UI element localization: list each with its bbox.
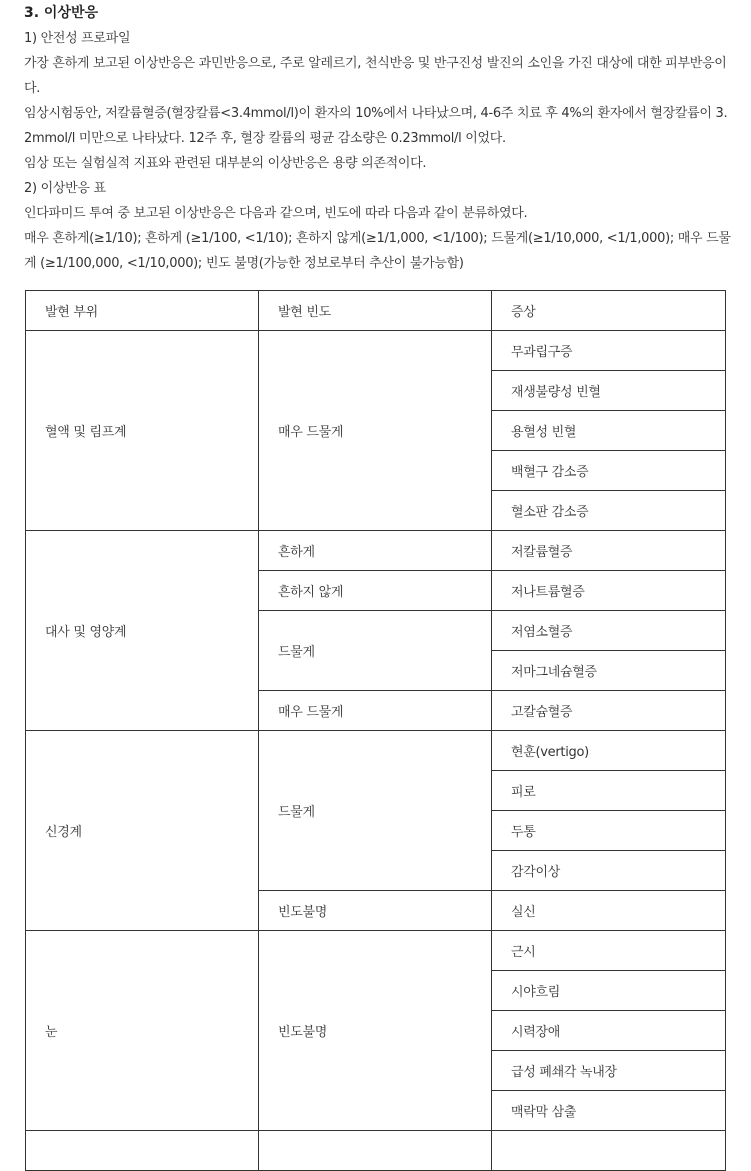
symptom-cell: 두통 <box>492 811 726 851</box>
symptom-cell: 재생불량성 빈혈 <box>492 371 726 411</box>
table-row <box>26 531 726 571</box>
frequency-cell: 매우 드물게 <box>259 331 492 531</box>
section-title: 3. 이상반응 <box>24 5 99 21</box>
symptom-cell: 실신 <box>492 891 726 931</box>
safety-profile-heading: 1) 안전성 프로파일 <box>24 31 131 46</box>
symptom-cell: 무과립구증 <box>492 331 726 371</box>
frequency-cell: 흔하지 않게 <box>259 571 492 611</box>
frequency-cell: 흔하게 <box>259 531 492 571</box>
symptom-cell: 고칼슘혈증 <box>492 691 726 731</box>
symptom-cell <box>492 1131 726 1171</box>
symptom-cell: 시력장애 <box>492 1011 726 1051</box>
symptom-cell: 저칼륨혈증 <box>492 531 726 571</box>
frequency-definitions: 매우 흔하게(≥1/10); 흔하게 (≥1/100, <1/10); 흔하지 않게(≥1/1,000, <1/100); 드물게(≥1/10,000, <1/1,000); 매우 드물게 (≥1/100,000, <1/10,000); 빈도 불명(가능한 정보로부터 추산이 불가능함) <box>24 231 731 271</box>
symptom-cell: 시야흐림 <box>492 971 726 1011</box>
safety-profile-text: 가장 흔하게 보고된 이상반응은 과민반응으로, 주로 알레르기, 천식반응 및 반구진성 발진의 소인을 가진 대상에 대한 피부반응이다. <box>24 56 727 96</box>
column-header: 발현 빈도 <box>259 291 492 331</box>
frequency-cell: 매우 드물게 <box>259 691 492 731</box>
site-cell: 신경계 <box>26 731 259 931</box>
adverse-reactions-table <box>25 290 726 1171</box>
site-cell: 눈 <box>26 931 259 1131</box>
table-row <box>26 931 726 971</box>
symptom-cell: 감각이상 <box>492 851 726 891</box>
symptom-cell: 맥락막 삼출 <box>492 1091 726 1131</box>
table-row <box>26 1131 726 1171</box>
frequency-cell <box>259 1131 492 1171</box>
symptom-cell: 혈소판 감소증 <box>492 491 726 531</box>
site-cell: 혈액 및 림프계 <box>26 331 259 531</box>
site-cell: 대사 및 영양계 <box>26 531 259 731</box>
symptom-cell: 피로 <box>492 771 726 811</box>
adverse-table-heading: 2) 이상반응 표 <box>24 181 106 196</box>
symptom-cell: 근시 <box>492 931 726 971</box>
symptom-cell: 급성 폐쇄각 녹내장 <box>492 1051 726 1091</box>
frequency-cell: 드물게 <box>259 611 492 691</box>
symptom-cell: 저나트륨혈증 <box>492 571 726 611</box>
frequency-cell: 빈도불명 <box>259 931 492 1131</box>
classification-intro: 인다파미드 투여 중 보고된 이상반응은 다음과 같으며, 빈도에 따라 다음과 같이 분류하였다. <box>24 206 528 221</box>
symptom-cell: 용혈성 빈혈 <box>492 411 726 451</box>
symptom-cell: 현훈(vertigo) <box>492 731 726 771</box>
symptom-cell: 백혈구 감소증 <box>492 451 726 491</box>
column-header: 발현 부위 <box>26 291 259 331</box>
site-cell <box>26 1131 259 1171</box>
symptom-cell: 저염소혈증 <box>492 611 726 651</box>
frequency-cell: 빈도불명 <box>259 891 492 931</box>
hypokalemia-text: 임상시험동안, 저칼륨혈증(혈장칼륨<3.4mmol/l)이 환자의 10%에서 나타났으며, 4-6주 치료 후 4%의 환자에서 혈장칼륨이 3.2mmol/l 미만으로 나타났다. 12주 후, 혈장 칼륨의 평균 감소량은 0.23mmol/l 이었다. <box>24 106 728 146</box>
column-header: 증상 <box>492 291 726 331</box>
table-row <box>26 731 726 771</box>
frequency-cell: 드물게 <box>259 731 492 891</box>
dose-dependence-text: 임상 또는 실험실적 지표와 관련된 대부분의 이상반응은 용량 의존적이다. <box>24 156 427 171</box>
document-body <box>24 0 734 276</box>
table-header-row <box>26 291 726 331</box>
symptom-cell: 저마그네슘혈증 <box>492 651 726 691</box>
table-row <box>26 331 726 371</box>
